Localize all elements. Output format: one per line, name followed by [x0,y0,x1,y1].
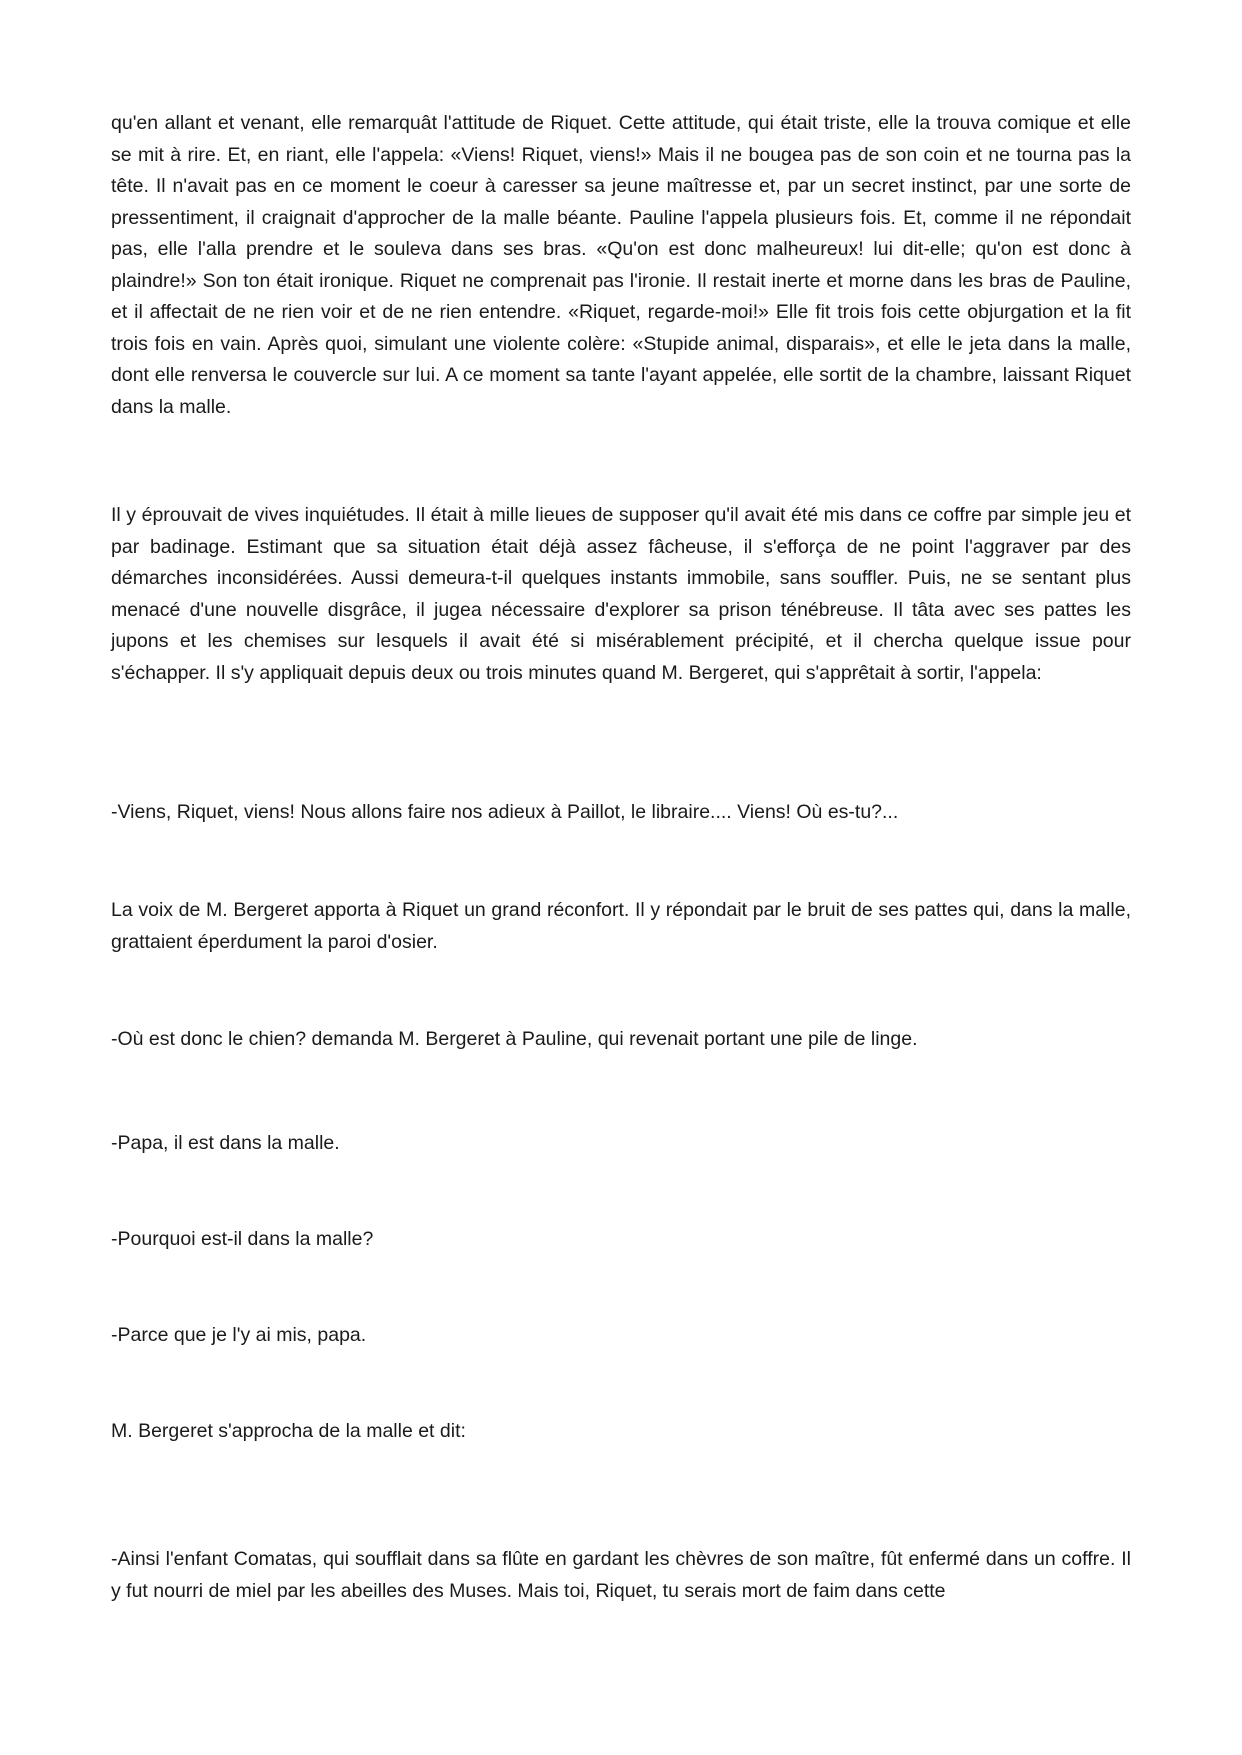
paragraph-8: -Parce que je l'y ai mis, papa. [111,1324,367,1346]
paragraph-9: M. Bergeret s'approcha de la malle et dit: [111,1420,466,1442]
paragraph-4: La voix de M. Bergeret apporta à Riquet un grand réconfort. Il y répondait par le bruit de ses pattes qui, dans la malle, grattaient éperdument la paroi d'osier. [111,899,1131,953]
paragraph-10: -Ainsi l'enfant Comatas, qui soufflait dans sa flûte en gardant les chèvres de son maître, fût enfermé dans un coffre. Il y fut nourri de miel par les abeilles des Muses. Mais toi, Riquet, tu serais mort de faim dans cette [111,1548,1131,1602]
paragraph-7: -Pourquoi est-il dans la malle? [111,1228,374,1250]
paragraph-1: qu'en allant et venant, elle remarquât l'attitude de Riquet. Cette attitude, qui était triste, elle la trouva comique et elle se mit à rire. Et, en riant, elle l'appela: «Viens! Riquet, viens!» Mais il ne bougea pas de son coin et ne tourna pas la tête. Il n'avait pas en ce moment le coeur à caresser sa jeune maîtresse et, par un secret instinct, par une sorte de pressentiment, il craignait d'approcher de la malle béante. Pauline l'appela plusieurs fois. Et, comme il ne répondait pas, elle l'alla prendre et le souleva dans ses bras. «Qu'on est donc malheureux! lui dit-elle; qu'on est donc à plaindre!» Son ton était ironique. Riquet ne comprenait pas l'ironie. Il restait inerte et morne dans les bras de Pauline, et il affectait de ne rien voir et de ne rien entendre. «Riquet, regarde-moi!» Elle fit trois fois cette objurgation et la fit trois fois en vain. Après quoi, simulant une violente colère: «Stupide animal, disparais», et elle le jeta dans la malle, dont elle renversa le couvercle sur lui. A ce moment sa tante l'ayant appelée, elle sortit de la chambre, laissant Riquet dans la malle. [111,112,1131,418]
paragraph-6: -Papa, il est dans la malle. [111,1132,340,1154]
paragraph-5: -Où est donc le chien? demanda M. Bergeret à Pauline, qui revenait portant une pile de linge. [111,1028,918,1050]
paragraph-2: Il y éprouvait de vives inquiétudes. Il était à mille lieues de supposer qu'il avait été mis dans ce coffre par simple jeu et par badinage. Estimant que sa situation était déjà assez fâcheuse, il s'efforça de ne point l'aggraver par des démarches inconsidérées. Aussi demeura-t-il quelques instants immobile, sans souffler. Puis, ne se sentant plus menacé d'une nouvelle disgrâce, il jugea nécessaire d'explorer sa prison ténébreuse. Il tâta avec ses pattes les jupons et les chemises sur lesquels il avait été si misérablement précipité, et il chercha quelque issue pour s'échapper. Il s'y appliquait depuis deux ou trois minutes quand M. Bergeret, qui s'apprêtait à sortir, l'appela: [111,504,1131,684]
paragraph-3: -Viens, Riquet, viens! Nous allons faire nos adieux à Paillot, le libraire.... Viens! Où es-tu?... [111,801,899,823]
